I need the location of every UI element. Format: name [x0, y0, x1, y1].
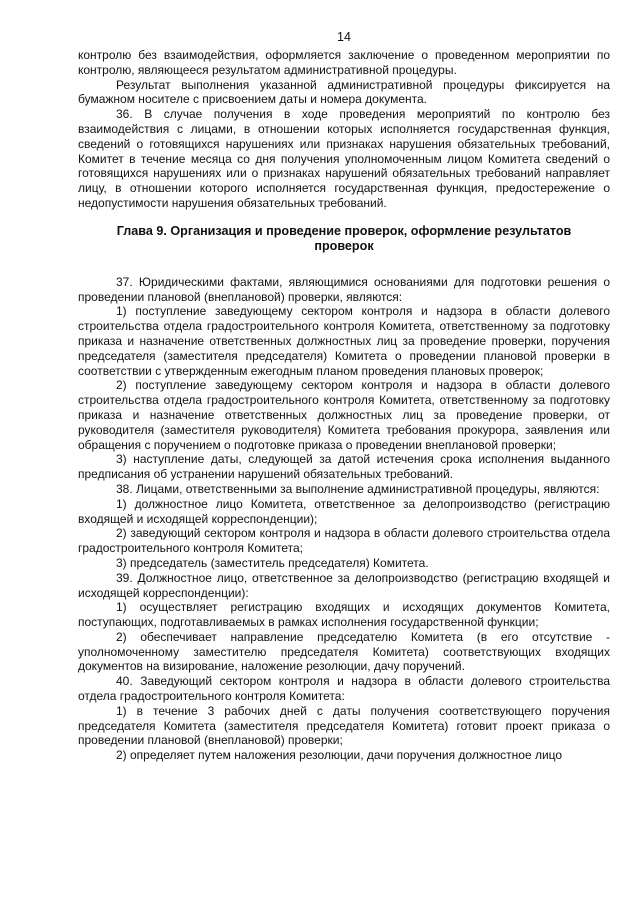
text-block-before-chapter	[78, 48, 610, 211]
paragraph: 38. Лицами, ответственными за выполнение административной процедуры, являются:	[116, 481, 600, 496]
paragraph: 1) должностное лицо Комитета, ответственное за делопроизводство (регистрацию входящей и исходящей корреспонденции);	[78, 496, 610, 526]
paragraph: 2) заведующий сектором контроля и надзора в области долевого строительства отдела градостроительного контроля Комитета;	[78, 526, 610, 556]
paragraph: 39. Должностное лицо, ответственное за делопроизводство (регистрацию входящей и исходящей корреспонденции):	[78, 570, 610, 600]
paragraph: Результат выполнения указанной административной процедуры фиксируется на бумажном носителе с присвоением даты и номера документа.	[78, 77, 610, 107]
document-page	[78, 30, 610, 763]
paragraph: контролю без взаимодействия, оформляется заключение о проведенном мероприятии по контролю, являющееся результатом административной процедуры.	[78, 48, 610, 77]
chapter-heading: Глава 9. Организация и проведение проверок, оформление результатов проверок	[116, 223, 572, 253]
paragraph: 36. В случае получения в ходе проведения мероприятий по контролю без взаимодействия с лицами, в отношении которых исполняется государственная функция, сведений о готовящихся нарушениях или признаках нарушения обязательных требований, Комитет в течение месяца со дня получения уполномоченным лицом Комитета сведений о готовящихся нарушениях или о признаках нарушений обязательных требований направляет лицу, в отношении которого исполняется государственная функция, предостережение о недопустимости нарушения обязательных требований.	[78, 107, 610, 210]
paragraph: 1) поступление заведующему сектором контроля и надзора в области долевого строительства отдела градостроительного контроля Комитета, ответственному за подготовку приказа и назначение ответственных должностных лиц за проведение проверки, поручения председателя (заместителя председателя) Комитета о проведении плановой проверки в соответствии с утвержденным ежегодным планом проведения плановых проверок;	[78, 304, 610, 378]
paragraph: 2) определяет путем наложения резолюции, дачи поручения должностное лицо	[116, 748, 563, 763]
paragraph: 1) осуществляет регистрацию входящих и исходящих документов Комитета, поступающих, подготавливаемых в рамках исполнения государственной функции;	[78, 600, 610, 630]
paragraph: 2) поступление заведующему сектором контроля и надзора в области долевого строительства отдела градостроительного контроля Комитета, ответственному за подготовку приказа и назначение ответственных должностных лиц за проведение проверки, от руководителя (заместителя руководителя) Комитета требования прокурора, заявления или обращения с поручением о подготовке приказа о проведении внеплановой проверки;	[78, 378, 610, 452]
paragraph: 37. Юридическими фактами, являющимися основаниями для подготовки решения о проведении плановой (внеплановой) проверки, являются:	[78, 274, 610, 304]
paragraph: 2) обеспечивает направление председателю Комитета (в его отсутствие - уполномоченному заместителю председателя Комитета) соответствующих входящих документов на визирование, наложение резолюции, дачу поручений.	[78, 629, 610, 674]
paragraph: 3) председатель (заместитель председателя) Комитета.	[116, 555, 429, 570]
paragraph: 3) наступление даты, следующей за датой истечения срока исполнения выданного предписания об устранении нарушений обязательных требований.	[78, 452, 610, 482]
paragraph: 1) в течение 3 рабочих дней с даты получения соответствующего поручения председателя Комитета (заместителя председателя Комитета) готовит проект приказа о проведении плановой (внеплановой) проверки;	[78, 703, 610, 748]
page-number: 14	[337, 30, 351, 44]
paragraph: 40. Заведующий сектором контроля и надзора в области долевого строительства отдела градостроительного контроля Комитета:	[78, 674, 610, 704]
text-block-after-chapter	[78, 275, 610, 763]
